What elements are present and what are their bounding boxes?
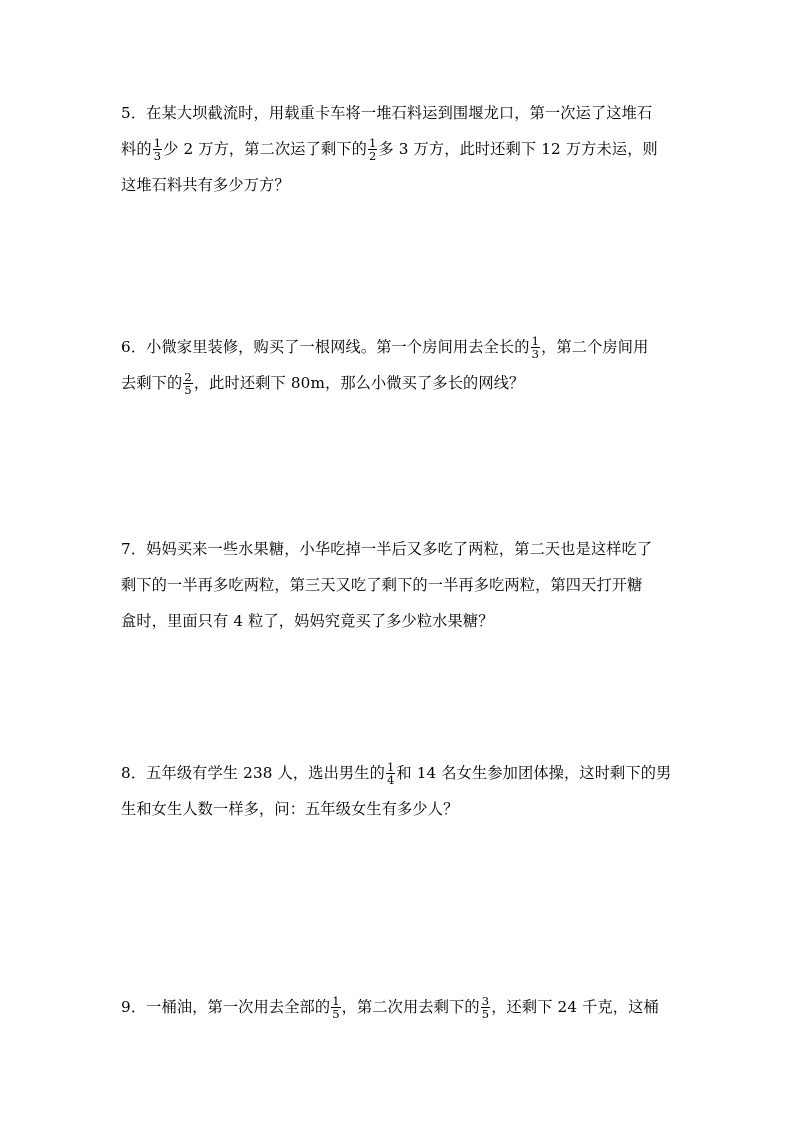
text-segment: 6．小微家里装修，购买了一根网线。第一个房间用去全长的 bbox=[121, 338, 530, 356]
text-segment: 盒时，里面只有 4 粒了，妈妈究竟买了多少粒水果糖？ bbox=[121, 612, 494, 630]
problem-9 bbox=[121, 988, 681, 1024]
problem-5 bbox=[121, 94, 681, 202]
text-segment: ，还剩下 24 千克，这桶 bbox=[491, 998, 659, 1016]
text-segment: 料的 bbox=[121, 140, 152, 158]
text-segment: 少 2 万方，第二次运了剩下的 bbox=[163, 140, 367, 158]
text-segment: ，第二个房间用 bbox=[541, 338, 649, 356]
text-segment: 和 14 名女生参加团体操，这时剩下的男 bbox=[396, 764, 672, 782]
fraction-numerator: 2 bbox=[184, 369, 192, 384]
fraction-denominator: 5 bbox=[184, 382, 192, 397]
problem-line bbox=[121, 94, 681, 130]
fraction-numerator: 3 bbox=[481, 993, 490, 1008]
text-segment: ，此时还剩下 80m，那么小微买了多长的网线？ bbox=[193, 374, 525, 392]
problem-line bbox=[121, 754, 681, 790]
text-segment: 这堆石料共有多少万方？ bbox=[121, 176, 290, 194]
problem-line bbox=[121, 328, 681, 364]
problem-line bbox=[121, 602, 681, 638]
fraction bbox=[153, 137, 162, 162]
fraction bbox=[368, 137, 377, 162]
problem-line bbox=[121, 790, 681, 826]
fraction-numerator: 1 bbox=[153, 135, 162, 150]
problem-7 bbox=[121, 530, 681, 638]
problem-line bbox=[121, 166, 681, 202]
problem-line bbox=[121, 530, 681, 566]
fraction-numerator: 1 bbox=[368, 135, 377, 150]
problem-line bbox=[121, 988, 681, 1024]
problem-line bbox=[121, 130, 681, 166]
fraction-numerator: 1 bbox=[332, 993, 340, 1008]
fraction bbox=[481, 995, 490, 1020]
text-segment: 多 3 万方，此时还剩下 12 万方未运，则 bbox=[378, 140, 658, 158]
fraction bbox=[386, 761, 395, 786]
fraction bbox=[183, 371, 192, 396]
fraction bbox=[331, 995, 340, 1020]
problem-6 bbox=[121, 328, 681, 400]
text-segment: 8．五年级有学生 238 人，选出男生的 bbox=[121, 764, 385, 782]
problem-line bbox=[121, 566, 681, 602]
text-segment: 7．妈妈买来一些水果糖，小华吃掉一半后又多吃了两粒，第二天也是这样吃了 bbox=[121, 540, 653, 558]
fraction-denominator: 3 bbox=[531, 346, 540, 361]
text-segment: ，第二次用去剩下的 bbox=[341, 998, 480, 1016]
fraction-numerator: 1 bbox=[386, 759, 395, 774]
fraction-denominator: 3 bbox=[153, 148, 162, 163]
text-segment: 9．一桶油，第一次用去全部的 bbox=[121, 998, 331, 1016]
text-segment: 5．在某大坝截流时，用载重卡车将一堆石料运到围堰龙口，第一次运了这堆石 bbox=[121, 104, 653, 122]
fraction bbox=[531, 335, 540, 360]
fraction-denominator: 4 bbox=[386, 772, 395, 787]
fraction-numerator: 1 bbox=[531, 333, 540, 348]
text-segment: 剩下的一半再多吃两粒，第三天又吃了剩下的一半再多吃两粒，第四天打开糖 bbox=[121, 576, 643, 594]
text-segment: 生和女生人数一样多，问：五年级女生有多少人？ bbox=[121, 800, 459, 818]
fraction-denominator: 5 bbox=[481, 1006, 490, 1021]
problem-line bbox=[121, 364, 681, 400]
fraction-denominator: 2 bbox=[368, 148, 377, 163]
fraction-denominator: 5 bbox=[332, 1006, 340, 1021]
problem-8 bbox=[121, 754, 681, 826]
text-segment: 去剩下的 bbox=[121, 374, 183, 392]
